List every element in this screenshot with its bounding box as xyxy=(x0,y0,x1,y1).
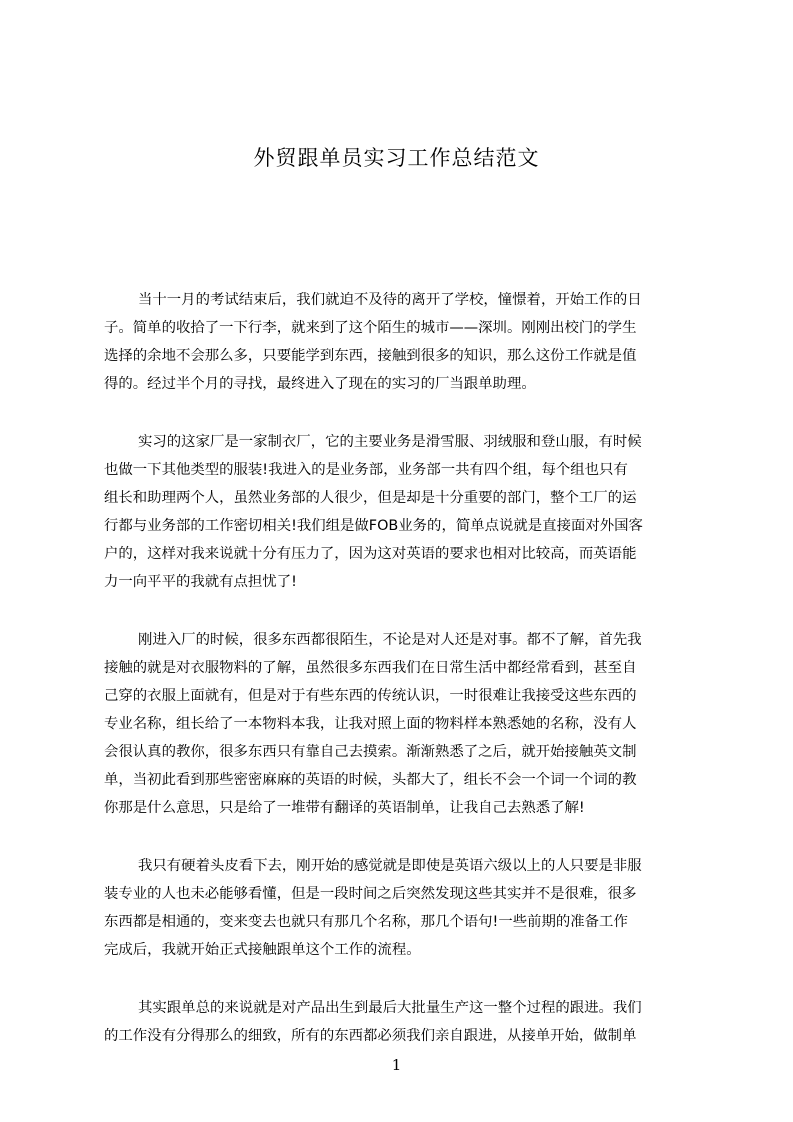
paragraph-line: 接触的就是对衣服物料的了解，虽然很多东西我们在日常生活中都经常看到，甚至自 xyxy=(104,660,637,676)
document-title: 外贸跟单员实习工作总结范文 xyxy=(253,146,540,170)
paragraph-line: 其实跟单总的来说就是对产品出生到最后大批量生产这一整个过程的跟进。我们 xyxy=(138,1000,642,1016)
paragraph-4 xyxy=(104,852,698,964)
paragraph-line: 也做一下其他类型的服装!我进入的是业务部，业务部一共有四个组，每个组也只有 xyxy=(104,462,628,478)
paragraph-line: 你那是什么意思，只是给了一堆带有翻译的英语制单，让我自己去熟悉了解! xyxy=(104,800,585,816)
paragraph-line: 我只有硬着头皮看下去，刚开始的感觉就是即使是英语六级以上的人只要是非服 xyxy=(138,858,642,874)
paragraph-line: 行都与业务部的工作密切相关!我们组是做FOB业务的，简单点说就是直接面对外国客 xyxy=(104,518,643,534)
paragraph-line: 完成后，我就开始正式接触跟单这个工作的流程。 xyxy=(104,942,421,958)
paragraph-line: 实习的这家厂是一家制衣厂，它的主要业务是滑雪服、羽绒服和登山服，有时候 xyxy=(138,434,642,450)
paragraph-line: 子。简单的收拾了一下行李，就来到了这个陌生的城市——深圳。刚刚出校门的学生 xyxy=(104,320,637,336)
paragraph-line: 组长和助理两个人，虽然业务部的人很少，但是却是十分重要的部门，整个工厂的运 xyxy=(104,490,637,506)
page-number: 1 xyxy=(391,1056,402,1074)
paragraph-line: 会很认真的教你，很多东西只有靠自己去摸索。渐渐熟悉了之后，就开始接触英文制 xyxy=(104,744,637,760)
paragraph-line: 己穿的衣服上面就有，但是对于有些东西的传统认识，一时很难让我接受这些东西的 xyxy=(104,688,637,704)
paragraph-2 xyxy=(104,428,698,596)
paragraph-line: 得的。经过半个月的寻找，最终进入了现在的实习的厂当跟单助理。 xyxy=(104,376,536,392)
paragraph-line: 刚进入厂的时候，很多东西都很陌生，不论是对人还是对事。都不了解，首先我 xyxy=(138,632,642,648)
paragraph-line: 专业名称，组长给了一本物料本我，让我对照上面的物料样本熟悉她的名称，没有人 xyxy=(104,716,637,732)
paragraph-line: 装专业的人也未必能够看懂，但是一段时间之后突然发现这些其实并不是很难，很多 xyxy=(104,886,637,902)
paragraph-line: 当十一月的考试结束后，我们就迫不及待的离开了学校，憧憬着，开始工作的日 xyxy=(138,292,642,308)
paragraph-line: 东西都是相通的，变来变去也就只有那几个名称，那几个语句!一些前期的准备工作 xyxy=(104,914,628,930)
paragraph-3 xyxy=(104,626,698,822)
paragraph-line: 户的，这样对我来说就十分有压力了，因为这对英语的要求也相对比较高，而英语能 xyxy=(104,546,637,562)
paragraph-line: 力一向平平的我就有点担忧了! xyxy=(104,574,297,590)
paragraph-5 xyxy=(104,994,698,1050)
paragraph-1 xyxy=(104,286,698,398)
paragraph-line: 选择的余地不会那么多，只要能学到东西，接触到很多的知识，那么这份工作就是值 xyxy=(104,348,637,364)
paragraph-line: 单，当初此看到那些密密麻麻的英语的时候，头都大了，组长不会一个词一个词的教 xyxy=(104,772,637,788)
document-body xyxy=(104,286,698,1080)
paragraph-line: 的工作没有分得那么的细致，所有的东西都必须我们亲自跟进，从接单开始，做制单 xyxy=(104,1028,637,1044)
